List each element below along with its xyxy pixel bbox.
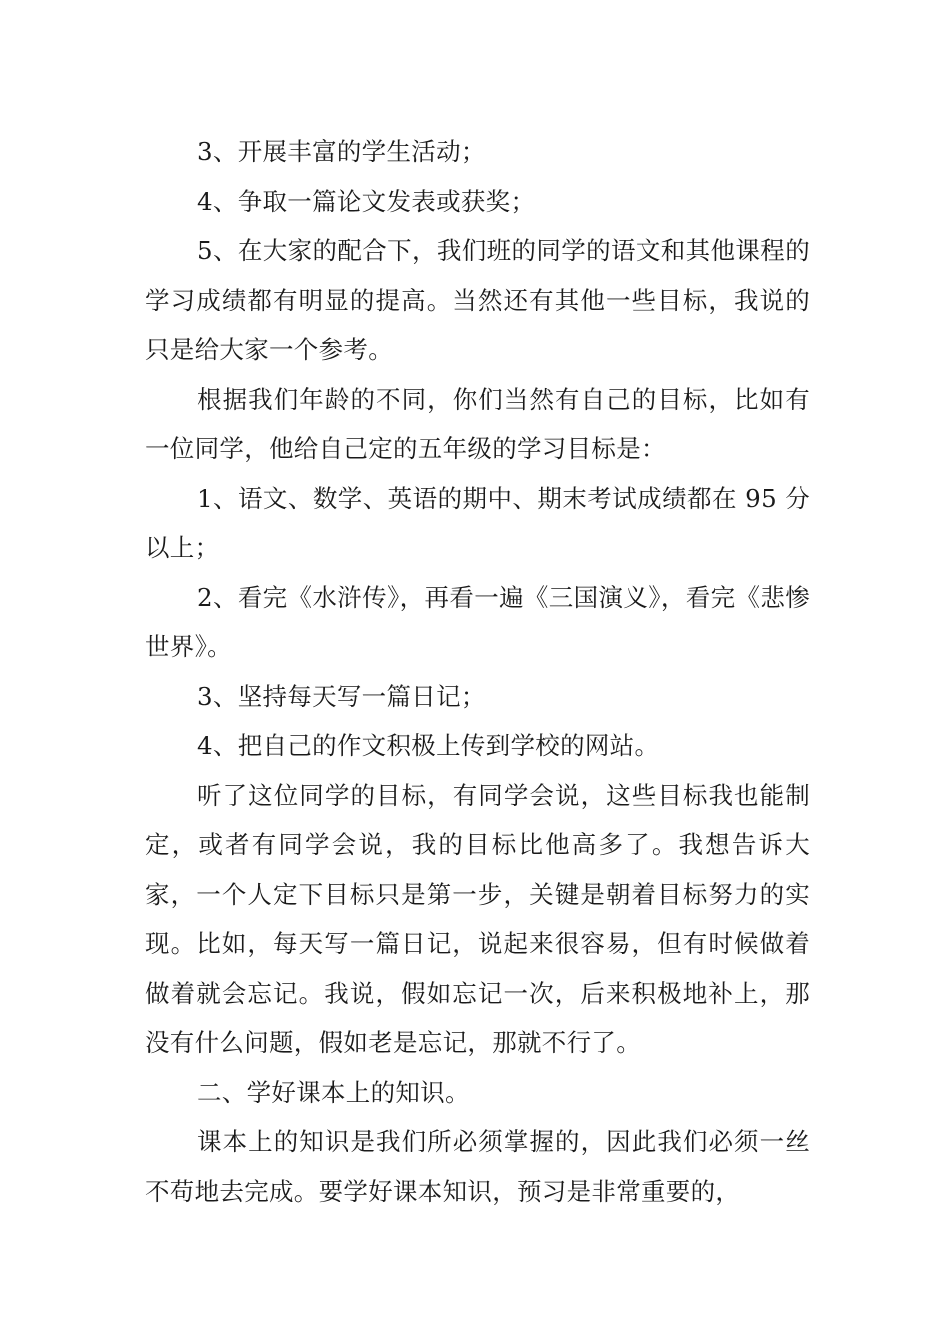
paragraph-textbook-knowledge: 课本上的知识是我们所必须掌握的，因此我们必须一丝不苟地去完成。要学好课本知识，预习是非常重要的，: [145, 1127, 810, 1206]
paragraph-student-goal-1: 1、语文、数学、英语的期中、期末考试成绩都在 95 分以上；: [145, 483, 810, 562]
section-heading-textbook: 二、学好课本上的知识。: [197, 1077, 470, 1107]
paragraph-student-goal-4: 4、把自己的作文积极上传到学校的网站。: [197, 731, 660, 760]
paragraph-goal-reflection: 听了这位同学的目标，有同学会说，这些目标我也能制定，或者有同学会说，我的目标比他高多了。我想告诉大家，一个人定下目标只是第一步，关键是朝着目标努力的实现。比如，每天写一篇日记，说起来很容易，但有时候做着做着就会忘记。我说，假如忘记一次，后来积极地补上，那没有什么问题，假如老是忘记，那就不行了。: [145, 780, 810, 1057]
paragraph-goal-4-paper: 4、争取一篇论文发表或获奖；: [197, 186, 536, 216]
paragraph-goal-5-grades: 5、在大家的配合下，我们班的同学的语文和其他课程的学习成绩都有明显的提高。当然还有其他一些目标，我说的只是给大家一个参考。: [145, 236, 810, 364]
paragraph-student-goal-3: 3、坚持每天写一篇日记；: [197, 681, 486, 711]
paragraph-student-goal-2: 2、看完《水浒传》，再看一遍《三国演义》，看完《悲惨世界》。: [145, 582, 810, 661]
body-text: [145, 127, 810, 1216]
paragraph-student-goals-intro: 根据我们年龄的不同，你们当然有自己的目标，比如有一位同学，他给自己定的五年级的学习目标是：: [145, 384, 810, 463]
paragraph-goal-3-activities: 3、开展丰富的学生活动；: [197, 137, 486, 166]
